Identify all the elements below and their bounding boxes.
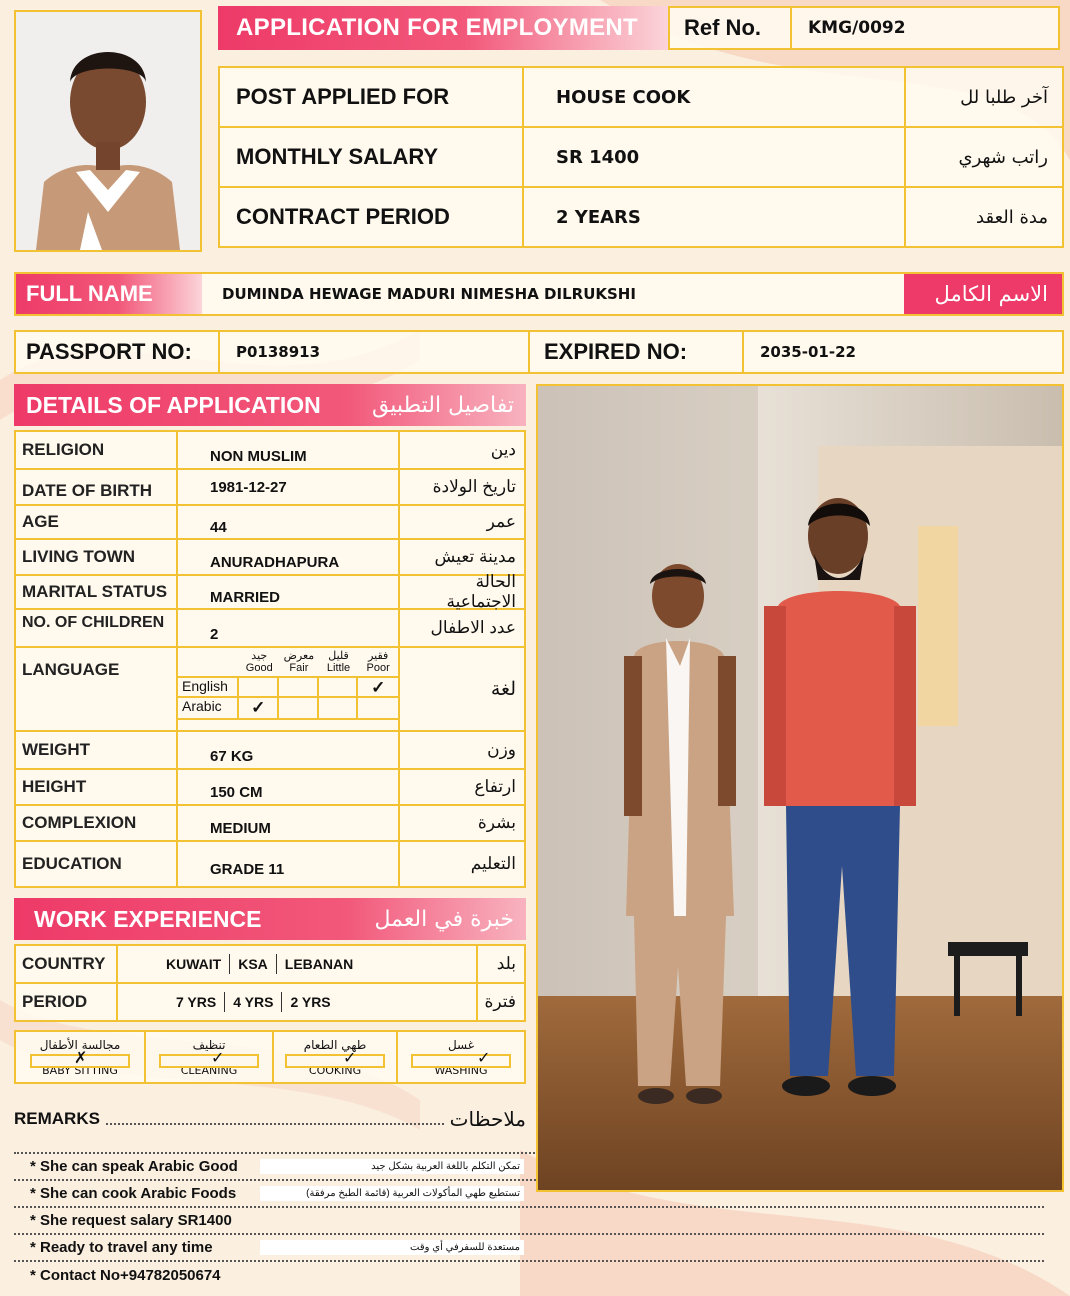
country-row bbox=[16, 946, 524, 984]
skill-babysitting-arabic: مجالسة الأطفال bbox=[39, 1037, 121, 1052]
dob-arabic: تاريخ الولادة bbox=[432, 477, 516, 496]
language-english-label: English bbox=[178, 678, 239, 696]
language-arabic-label: Arabic bbox=[178, 698, 239, 718]
skill-washing-box bbox=[411, 1047, 511, 1068]
remarks-heading bbox=[14, 1104, 526, 1134]
period-3: 2 YRS bbox=[290, 994, 331, 1010]
post-table bbox=[218, 66, 1064, 248]
remark-3-text: * She request salary SR1400 bbox=[30, 1212, 232, 1229]
education-label: EDUCATION bbox=[16, 842, 178, 886]
country-arabic: بلد bbox=[496, 954, 516, 973]
skill-cleaning-arabic: تنظيف bbox=[192, 1037, 226, 1052]
english-good-box[interactable] bbox=[239, 678, 279, 696]
remarks-arabic: ملاحظات bbox=[449, 1107, 526, 1131]
contract-label: CONTRACT PERIOD bbox=[220, 188, 524, 246]
post-row bbox=[220, 68, 1062, 128]
arabic-poor-box[interactable] bbox=[358, 698, 398, 718]
country-1: KUWAIT bbox=[166, 956, 222, 972]
period-arabic: فترة bbox=[484, 992, 516, 1011]
salary-row bbox=[220, 128, 1062, 188]
weight-arabic: وزن bbox=[487, 740, 516, 759]
weight-value: 67 KG bbox=[178, 732, 400, 768]
level-little: قليل Little bbox=[326, 650, 351, 674]
contract-arabic: مدة العقد bbox=[976, 206, 1048, 228]
full-name-row bbox=[14, 272, 1064, 316]
weight-row bbox=[16, 732, 524, 770]
height-value: 150 CM bbox=[178, 770, 400, 804]
level-good: جيد Good bbox=[245, 650, 273, 674]
language-grid bbox=[178, 648, 400, 730]
english-little-box[interactable] bbox=[319, 678, 359, 696]
expired-value: 2035-01-22 bbox=[760, 343, 856, 361]
full-name-arabic: الاسم الكامل bbox=[904, 274, 1062, 314]
skill-cleaning-mark: ✓ bbox=[211, 1047, 225, 1067]
marital-status-label: MARITAL STATUS bbox=[16, 576, 178, 608]
details-table bbox=[14, 430, 526, 888]
contract-row bbox=[220, 188, 1062, 246]
skill-cooking-label: COOKING bbox=[308, 1063, 362, 1077]
application-title: APPLICATION FOR EMPLOYMENT bbox=[236, 14, 639, 41]
remark-item bbox=[14, 1262, 1044, 1289]
skill-cleaning-label: CLEANING bbox=[180, 1063, 238, 1077]
complexion-value: MEDIUM bbox=[178, 806, 400, 840]
applicant-portrait-photo bbox=[14, 10, 202, 252]
remarks-dots bbox=[106, 1123, 444, 1125]
education-arabic: التعليم bbox=[470, 854, 516, 873]
passport-value: P0138913 bbox=[220, 332, 530, 372]
dob-label: DATE OF BIRTH bbox=[16, 470, 178, 504]
children-arabic: عدد الاطفال bbox=[430, 618, 516, 637]
applicant-full-body-photo bbox=[536, 384, 1064, 1192]
living-town-row bbox=[16, 540, 524, 576]
skill-washing[interactable] bbox=[398, 1032, 524, 1082]
skill-babysitting[interactable] bbox=[16, 1032, 146, 1082]
country-values bbox=[118, 946, 478, 982]
level-fair: معرض Fair bbox=[283, 650, 315, 674]
country-label: COUNTRY bbox=[16, 946, 118, 982]
education-value: GRADE 11 bbox=[178, 842, 400, 886]
skill-cleaning-box bbox=[159, 1047, 259, 1068]
marital-status-arabic: الحالة الاجتماعية bbox=[446, 572, 516, 611]
language-label: LANGUAGE bbox=[16, 648, 178, 730]
period-1: 7 YRS bbox=[176, 994, 217, 1010]
work-title: WORK EXPERIENCE bbox=[34, 905, 262, 932]
skill-cooking-mark: ✓ bbox=[343, 1047, 357, 1067]
details-title-bar bbox=[14, 384, 526, 426]
period-row bbox=[16, 984, 524, 1020]
post-label: POST APPLIED FOR bbox=[220, 68, 524, 126]
height-label: HEIGHT bbox=[16, 770, 178, 804]
salary-arabic: راتب شهري bbox=[958, 146, 1048, 168]
remark-2-text: * She can cook Arabic Foods bbox=[30, 1185, 237, 1202]
passport-row bbox=[14, 330, 1064, 374]
level-poor: فقير Poor bbox=[366, 650, 390, 674]
arabic-fair-box[interactable] bbox=[279, 698, 319, 718]
living-town-label: LIVING TOWN bbox=[16, 540, 178, 574]
age-row bbox=[16, 506, 524, 540]
height-row bbox=[16, 770, 524, 806]
children-label: NO. OF CHILDREN bbox=[16, 610, 178, 646]
work-title-bar bbox=[14, 898, 526, 940]
age-label: AGE bbox=[16, 506, 178, 538]
language-level-header bbox=[178, 648, 398, 676]
marital-status-value: MARRIED bbox=[178, 576, 400, 608]
religion-row bbox=[16, 432, 524, 470]
remark-4-text: * Ready to travel any time bbox=[30, 1239, 213, 1256]
post-arabic: آخر طلبا لل bbox=[960, 86, 1048, 108]
arabic-good-check[interactable]: ✓ bbox=[239, 698, 279, 718]
ref-no-box bbox=[668, 6, 1060, 50]
skill-babysitting-label: BABY SITTING bbox=[42, 1063, 118, 1077]
skill-cooking-box bbox=[285, 1047, 385, 1068]
weight-label: WEIGHT bbox=[16, 732, 178, 768]
language-row bbox=[16, 648, 524, 732]
living-town-arabic: مدينة تعيش bbox=[434, 547, 516, 566]
period-label: PERIOD bbox=[16, 984, 118, 1020]
expired-label: EXPIRED NO: bbox=[530, 332, 744, 372]
dob-row bbox=[16, 470, 524, 506]
remark-5-text: * Contact No+94782050674 bbox=[30, 1267, 221, 1284]
remarks-label: REMARKS bbox=[14, 1109, 100, 1128]
contract-value: 2 YEARS bbox=[524, 188, 906, 246]
full-name-label: FULL NAME bbox=[16, 274, 202, 314]
english-fair-box[interactable] bbox=[279, 678, 319, 696]
skill-cooking[interactable] bbox=[274, 1032, 398, 1082]
salary-label: MONTHLY SALARY bbox=[220, 128, 524, 186]
skill-washing-arabic: غسل bbox=[447, 1037, 475, 1052]
details-title: DETAILS OF APPLICATION bbox=[26, 391, 321, 418]
skill-cooking-arabic: طهي الطعام bbox=[303, 1037, 367, 1052]
country-2: KSA bbox=[238, 956, 268, 972]
complexion-arabic: بشرة bbox=[477, 813, 516, 832]
skills-table bbox=[14, 1030, 526, 1084]
country-3: LEBANAN bbox=[284, 956, 354, 972]
skill-washing-label: WASHING bbox=[434, 1063, 488, 1077]
religion-value: NON MUSLIM bbox=[178, 432, 400, 468]
english-poor-check[interactable]: ✓ bbox=[371, 678, 386, 697]
remark-1-text: * She can speak Arabic Good bbox=[30, 1158, 238, 1175]
age-arabic: عمر bbox=[486, 512, 516, 531]
ref-no-value: KMG/0092 bbox=[808, 18, 906, 38]
skill-washing-mark: ✓ bbox=[477, 1047, 491, 1067]
details-title-arabic: تفاصيل التطبيق bbox=[371, 392, 514, 418]
remark-item bbox=[14, 1235, 1044, 1262]
full-name-value: DUMINDA HEWAGE MADURI NIMESHA DILRUKSHI bbox=[222, 285, 636, 303]
skill-babysitting-mark: ✗ bbox=[74, 1047, 88, 1067]
application-title-bar bbox=[218, 6, 668, 50]
ref-no-label: Ref No. bbox=[670, 8, 792, 48]
remark-item bbox=[14, 1208, 1044, 1235]
remark-1-arabic: تمكن التكلم باللغة العربية بشكل جيد bbox=[260, 1159, 524, 1174]
complexion-row bbox=[16, 806, 524, 842]
remark-4-arabic: مستعدة للسفرفي أي وقت bbox=[260, 1240, 524, 1255]
age-value: 44 bbox=[178, 506, 400, 538]
work-table bbox=[14, 944, 526, 1022]
complexion-label: COMPLEXION bbox=[16, 806, 178, 840]
children-value: 2 bbox=[178, 610, 400, 646]
height-arabic: ارتفاع bbox=[474, 777, 516, 796]
work-title-arabic: خبرة في العمل bbox=[374, 906, 514, 932]
religion-label: RELIGION bbox=[16, 432, 178, 468]
living-town-value: ANURADHAPURA bbox=[178, 540, 400, 574]
dob-value: 1981-12-27 bbox=[178, 470, 400, 504]
post-value: HOUSE COOK bbox=[524, 68, 906, 126]
language-arabic-title: لغة bbox=[490, 678, 516, 700]
children-row bbox=[16, 610, 524, 648]
period-values bbox=[118, 984, 478, 1020]
period-2: 4 YRS bbox=[233, 994, 274, 1010]
remark-2-arabic: تستطيع طهي المأكولات العربية (قائمة الطبخ مرفقة) bbox=[260, 1186, 524, 1201]
language-arabic-row bbox=[178, 698, 398, 720]
skill-babysitting-box bbox=[30, 1047, 130, 1068]
arabic-little-box[interactable] bbox=[319, 698, 359, 718]
passport-label: PASSPORT NO: bbox=[16, 332, 220, 372]
education-row bbox=[16, 842, 524, 886]
skill-cleaning[interactable] bbox=[146, 1032, 274, 1082]
salary-value: SR 1400 bbox=[524, 128, 906, 186]
language-english-row bbox=[178, 676, 398, 698]
religion-arabic: دين bbox=[490, 440, 516, 459]
marital-status-row bbox=[16, 572, 524, 611]
